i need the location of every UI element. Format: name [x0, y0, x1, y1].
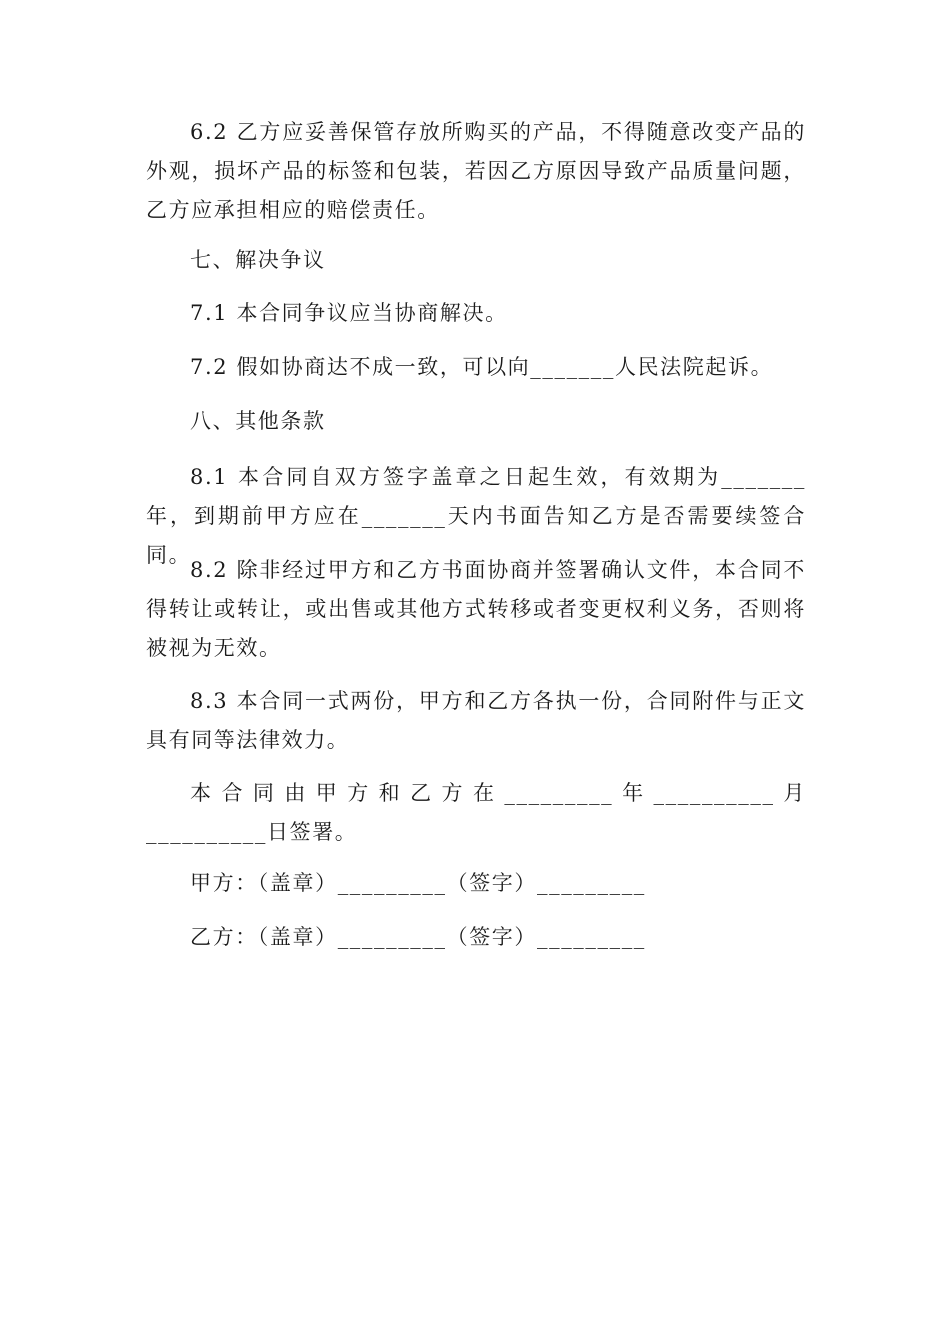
clause-8-1: 8.1 本合同自双方签字盖章之日起生效，有效期为_______年，到期前甲方应在_______天内书面告知乙方是否需要续签合同。: [146, 465, 806, 567]
clause-7-2: 7.2 假如协商达不成一致，可以向_______人民法院起诉。: [190, 355, 774, 379]
section-heading-7: 七、解决争议: [190, 248, 326, 272]
clause-6-2: 6.2 乙方应妥善保管存放所购买的产品，不得随意改变产品的外观，损坏产品的标签和包装，若因乙方原因导致产品质量问题，乙方应承担相应的赔偿责任。: [146, 120, 806, 222]
signing-date: 本合同由甲方和乙方在_________年__________月__________日签署。: [146, 781, 806, 844]
clause-7-1: 7.1 本合同争议应当协商解决。: [190, 301, 508, 325]
section-heading-8: 八、其他条款: [190, 409, 326, 433]
clause-8-3: 8.3 本合同一式两份，甲方和乙方各执一份，合同附件与正文具有同等法律效力。: [146, 689, 806, 752]
party-b-signature: 乙方：（盖章）_________（签字）_________: [190, 925, 646, 949]
clause-8-2: 8.2 除非经过甲方和乙方书面协商并签署确认文件，本合同不得转让或转让，或出售或其他方式转移或者变更权利义务，否则将被视为无效。: [146, 558, 806, 660]
party-a-signature: 甲方：（盖章）_________（签字）_________: [190, 871, 646, 895]
